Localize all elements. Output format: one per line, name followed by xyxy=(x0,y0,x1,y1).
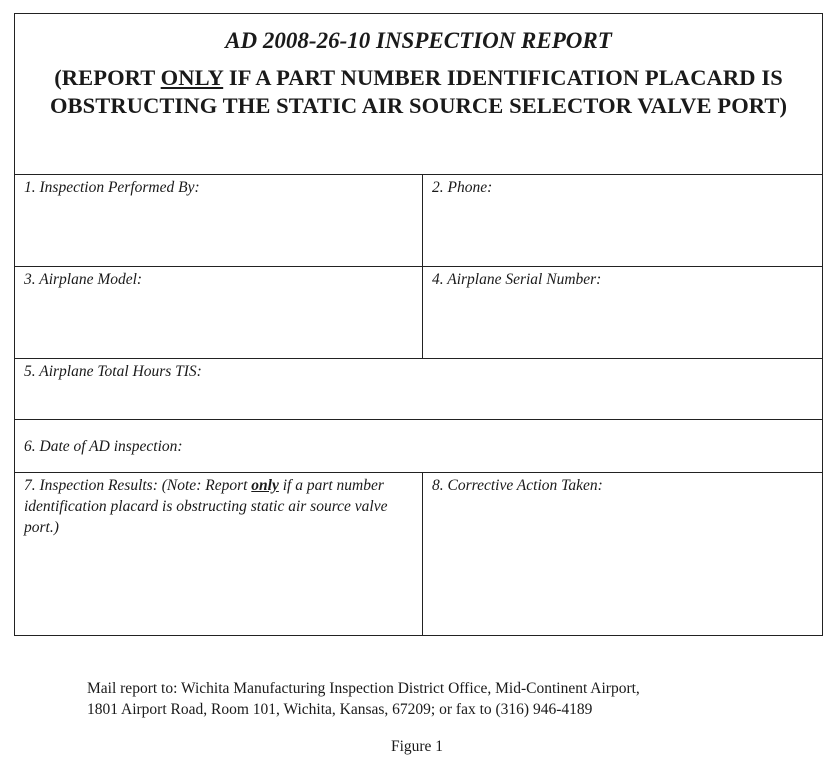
figure-caption: Figure 1 xyxy=(390,738,444,755)
field-airplane-serial-number[interactable] xyxy=(423,267,822,359)
field-airplane-model[interactable] xyxy=(15,267,423,359)
mail-line-2: 1801 Airport Road, Room 101, Wichita, Kansas, 67209; or fax to (316) 946-4189 xyxy=(87,701,593,718)
mail-instructions xyxy=(87,678,640,720)
report-title: AD 2008-26-10 INSPECTION REPORT xyxy=(225,28,612,53)
field-label: 2. Phone: xyxy=(432,179,493,196)
field-label: 4. Airplane Serial Number: xyxy=(432,271,602,288)
subtitle-emphasis: ONLY xyxy=(160,65,224,90)
field-phone[interactable] xyxy=(423,175,822,267)
subtitle-part1: (REPORT xyxy=(54,65,161,90)
field-label: 8. Corrective Action Taken: xyxy=(432,477,603,494)
inspection-report-form xyxy=(14,13,823,636)
field-label: 5. Airplane Total Hours TIS: xyxy=(24,363,202,380)
field-date-of-inspection[interactable] xyxy=(15,420,822,473)
field-inspection-results[interactable] xyxy=(15,473,423,635)
field-total-hours[interactable] xyxy=(15,359,822,420)
report-subtitle xyxy=(25,64,812,120)
field-label-part2: if a part number identification placard is obstructing static air source valve port.) xyxy=(24,477,388,536)
field-label: 6. Date of AD inspection: xyxy=(24,438,183,455)
report-header xyxy=(15,14,822,175)
field-inspection-performed-by[interactable] xyxy=(15,175,423,267)
field-label-part1: 7. Inspection Results: (Note: Report xyxy=(24,477,252,494)
field-label: 3. Airplane Model: xyxy=(24,271,143,288)
mail-line-1: Mail report to: Wichita Manufacturing Inspection District Office, Mid-Continent Airport, xyxy=(87,680,640,697)
subtitle-part2: IF A PART NUMBER IDENTIFICATION PLACARD IS OBSTRUCTING THE STATIC AIR SOURCE SELECTOR VALVE PORT) xyxy=(49,65,788,118)
field-label-emphasis: only xyxy=(251,477,279,494)
field-label: 1. Inspection Performed By: xyxy=(24,179,200,196)
field-corrective-action[interactable] xyxy=(423,473,822,635)
